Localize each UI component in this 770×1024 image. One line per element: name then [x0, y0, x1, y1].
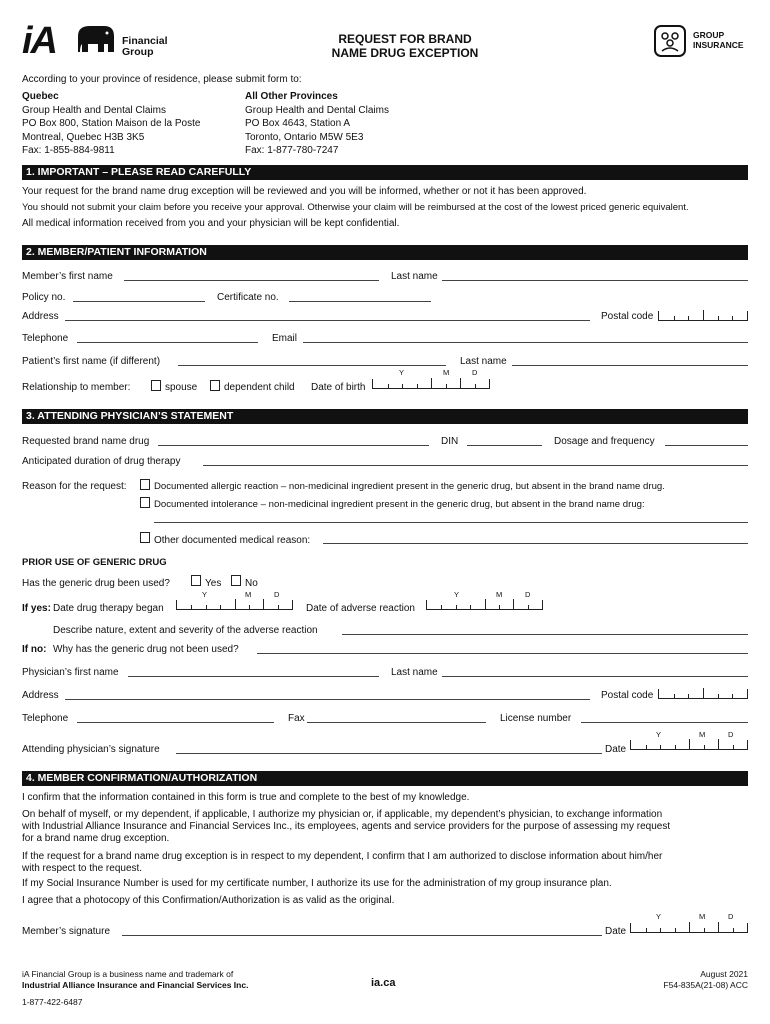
- address-label: Address: [22, 311, 59, 322]
- date-adverse-label: Date of adverse reaction: [306, 603, 415, 614]
- physician-signature-field[interactable]: [176, 745, 602, 754]
- dependent-paragraph: [22, 851, 662, 875]
- member-date-label: Date: [605, 926, 627, 937]
- submit-intro: According to your province of residence, please submit form to:: [22, 74, 302, 85]
- physician-address-field[interactable]: [65, 691, 590, 700]
- patient-last-name-label: Last name: [460, 356, 507, 367]
- quebec-address: [22, 90, 200, 158]
- spouse-label: spouse: [165, 382, 198, 393]
- address-line: PO Box 800, Station Maison de la Poste: [22, 118, 201, 129]
- footer-legal-line: Industrial Alliance Insurance and Financial Services Inc.: [22, 980, 249, 990]
- paragraph-line: with Industrial Alliance Insurance and Financial Services Inc., its employees, agents and service providers for the purpose of assessing my request: [22, 821, 671, 832]
- paragraph-line: On behalf of myself, or my dependent, if applicable, I authorize my physician or, if applicable, my dependent’s physician, to exchange information: [22, 809, 663, 820]
- physician-signature-label: Attending physician’s signature: [22, 744, 160, 755]
- date-of-birth-label: Date of birth: [311, 382, 366, 393]
- year-label: Y: [454, 590, 460, 599]
- physician-first-name-label: Physician’s first name: [22, 667, 119, 678]
- email-label: Email: [272, 333, 298, 344]
- box-divider: [732, 316, 733, 320]
- title-line: NAME DRUG EXCEPTION: [331, 46, 479, 60]
- date-of-birth-field[interactable]: [372, 379, 490, 389]
- group-insurance-label: [693, 30, 744, 50]
- address-line: Fax: 1-855-884-9811: [22, 145, 115, 156]
- footer-legal: [22, 969, 248, 991]
- physician-address-label: Address: [22, 690, 59, 701]
- postal-code-label: Postal code: [601, 311, 654, 322]
- license-label: License number: [500, 713, 572, 724]
- month-label: M: [699, 730, 706, 739]
- prior-use-heading: PRIOR USE OF GENERIC DRUG: [22, 557, 167, 568]
- info-line: You should not submit your claim before you receive your approval. Otherwise your claim will be reimbursed at the cost of the lowest priced generic equivalent.: [22, 202, 689, 213]
- brand-drug-label: Requested brand name drug: [22, 436, 150, 447]
- certificate-label: Certificate no.: [217, 292, 279, 303]
- other-reason-label: Other documented medical reason:: [154, 535, 311, 546]
- address-line: Montreal, Quebec H3B 3K5: [22, 131, 145, 143]
- authorize-paragraph: [22, 809, 670, 845]
- logo-text: [122, 36, 168, 58]
- generic-used-label: Has the generic drug been used?: [22, 578, 170, 589]
- month-label: M: [443, 368, 450, 377]
- group-label-line: INSURANCE: [693, 40, 744, 50]
- physician-postal-label: Postal code: [601, 690, 654, 701]
- box-divider: [732, 694, 733, 698]
- patient-first-name-label: Patient’s first name (if different): [22, 356, 161, 367]
- box-divider: [646, 928, 647, 932]
- box-divider: [220, 605, 221, 609]
- box-divider: [718, 694, 719, 698]
- email-field[interactable]: [303, 334, 748, 343]
- box-divider: [475, 384, 476, 388]
- patient-first-name-field[interactable]: [178, 357, 446, 366]
- box-divider: [733, 745, 734, 749]
- physician-fax-field[interactable]: [307, 714, 486, 723]
- day-label: D: [525, 590, 531, 599]
- day-label: D: [728, 730, 734, 739]
- box-divider: [688, 694, 689, 698]
- address-heading: All Other Provinces: [245, 91, 338, 102]
- relationship-label: Relationship to member:: [22, 382, 131, 393]
- address-heading: Quebec: [22, 91, 59, 102]
- last-name-field[interactable]: [442, 272, 748, 281]
- dosage-field[interactable]: [665, 437, 748, 446]
- postal-code-field[interactable]: [658, 311, 748, 321]
- box-divider: [528, 605, 529, 609]
- yes-checkbox[interactable]: [191, 575, 201, 586]
- footer-date: August 2021: [700, 969, 748, 979]
- form-title: [300, 32, 510, 60]
- sin-paragraph: If my Social Insurance Number is used for my certificate number, I authorize its use for the administration of my group insurance plan.: [22, 878, 612, 889]
- dependent-child-checkbox[interactable]: [210, 380, 220, 391]
- footer-phone: 1-877-422-6487: [22, 997, 83, 1007]
- why-not-label: Why has the generic drug not been used?: [53, 644, 239, 655]
- section-4-header: 4. MEMBER CONFIRMATION/AUTHORIZATION: [22, 771, 748, 786]
- intolerance-label: Documented intolerance – non-medicinal ingredient present in the generic drug, but absent in the brand name drug:: [154, 499, 645, 510]
- why-not-field[interactable]: [257, 645, 748, 654]
- telephone-label: Telephone: [22, 333, 69, 344]
- address-line: PO Box 4643, Station A: [245, 118, 351, 129]
- address-line: Group Health and Dental Claims: [22, 104, 166, 116]
- physician-postal-field[interactable]: [658, 689, 748, 699]
- member-signature-field[interactable]: [122, 927, 602, 936]
- month-label: M: [699, 912, 706, 921]
- logo-ia: iA: [22, 20, 56, 62]
- box-divider: [499, 605, 500, 609]
- box-divider: [446, 384, 447, 388]
- logo-text-line: Financial: [122, 35, 168, 47]
- group-insurance-icon: [654, 25, 686, 57]
- member-signature-label: Member’s signature: [22, 926, 111, 937]
- box-divider: [689, 739, 690, 749]
- license-field[interactable]: [581, 714, 748, 723]
- no-checkbox[interactable]: [231, 575, 241, 586]
- reason-label: Reason for the request:: [22, 481, 127, 492]
- physician-first-name-field[interactable]: [128, 668, 379, 677]
- policy-label: Policy no.: [22, 292, 66, 303]
- physician-fax-label: Fax: [288, 713, 305, 724]
- policy-field[interactable]: [73, 293, 205, 302]
- box-divider: [485, 599, 486, 609]
- footer-website: ia.ca: [371, 977, 396, 989]
- box-divider: [704, 745, 705, 749]
- day-label: D: [472, 368, 478, 377]
- box-divider: [674, 316, 675, 320]
- box-divider: [278, 605, 279, 609]
- box-divider: [733, 928, 734, 932]
- member-first-name-field[interactable]: [124, 272, 379, 281]
- section-3-header: 3. ATTENDING PHYSICIAN’S STATEMENT: [22, 409, 748, 424]
- box-divider: [704, 928, 705, 932]
- intolerance-field[interactable]: [154, 514, 748, 523]
- other-provinces-address: [245, 90, 389, 158]
- footer-code: F54-835A(21-08) ACC: [663, 980, 748, 990]
- member-first-name-label: Member’s first name: [22, 271, 113, 282]
- physician-telephone-field[interactable]: [77, 714, 274, 723]
- telephone-field[interactable]: [77, 334, 258, 343]
- box-divider: [688, 316, 689, 320]
- box-divider: [718, 739, 719, 749]
- physician-date-label: Date: [605, 744, 627, 755]
- address-line: Group Health and Dental Claims: [245, 104, 389, 116]
- title-line: REQUEST FOR BRAND: [338, 32, 472, 46]
- last-name-label: Last name: [391, 271, 438, 282]
- paragraph-line: for a brand name drug exception.: [22, 833, 170, 844]
- box-divider: [206, 605, 207, 609]
- if-yes-label: If yes:: [22, 603, 51, 614]
- certificate-field[interactable]: [289, 293, 431, 302]
- box-divider: [513, 599, 514, 609]
- box-divider: [417, 384, 418, 388]
- duration-label: Anticipated duration of drug therapy: [22, 456, 181, 467]
- group-label-line: GROUP: [693, 30, 725, 40]
- photocopy-paragraph: I agree that a photocopy of this Confirmation/Authorization is as valid as the original.: [22, 895, 395, 906]
- box-divider: [470, 605, 471, 609]
- din-field[interactable]: [467, 437, 542, 446]
- box-divider: [660, 745, 661, 749]
- brand-drug-field[interactable]: [158, 437, 429, 446]
- physician-telephone-label: Telephone: [22, 713, 69, 724]
- date-began-field[interactable]: [176, 600, 293, 610]
- year-label: Y: [656, 730, 662, 739]
- box-divider: [718, 316, 719, 320]
- box-divider: [460, 378, 461, 388]
- year-label: Y: [399, 368, 405, 377]
- box-divider: [675, 745, 676, 749]
- day-label: D: [274, 590, 280, 599]
- month-label: M: [496, 590, 503, 599]
- info-line: All medical information received from you and your physician will be kept confidential.: [22, 218, 400, 229]
- address-line: Toronto, Ontario M5W 5E3: [245, 131, 364, 143]
- confirm-paragraph: I confirm that the information contained in this form is true and complete to the best of my knowledge.: [22, 792, 470, 803]
- elephant-logo-icon: [74, 22, 116, 58]
- info-line: Your request for the brand name drug exception will be reviewed and you will be informed, whether or not it has been approved.: [22, 186, 587, 197]
- allergic-checkbox[interactable]: [140, 479, 150, 490]
- year-label: Y: [202, 590, 208, 599]
- footer-form-code: [630, 969, 748, 991]
- address-line: Fax: 1-877-780-7247: [245, 145, 339, 156]
- physician-last-name-field[interactable]: [442, 668, 748, 677]
- describe-field[interactable]: [342, 626, 748, 635]
- allergic-label: Documented allergic reaction – non-medicinal ingredient present in the generic drug, but absent in the brand name drug.: [154, 481, 665, 492]
- section-2-header: 2. MEMBER/PATIENT INFORMATION: [22, 245, 748, 260]
- physician-date-field[interactable]: [630, 740, 748, 750]
- box-divider: [646, 745, 647, 749]
- intolerance-checkbox[interactable]: [140, 497, 150, 508]
- paragraph-line: with respect to the request.: [22, 863, 143, 874]
- member-date-field[interactable]: [630, 923, 748, 933]
- spouse-checkbox[interactable]: [151, 380, 161, 391]
- no-label: No: [245, 578, 258, 589]
- box-divider: [703, 310, 704, 320]
- year-label: Y: [656, 912, 662, 921]
- box-divider: [235, 599, 236, 609]
- physician-last-name-label: Last name: [391, 667, 438, 678]
- paragraph-line: If the request for a brand name drug exception is in respect to my dependent, I confirm that I am authorized to disclose information about him/her: [22, 851, 663, 862]
- box-divider: [689, 922, 690, 932]
- dependent-child-label: dependent child: [224, 382, 295, 393]
- patient-last-name-field[interactable]: [512, 357, 748, 366]
- day-label: D: [728, 912, 734, 921]
- describe-label: Describe nature, extent and severity of the adverse reaction: [53, 625, 318, 636]
- other-reason-checkbox[interactable]: [140, 532, 150, 543]
- box-divider: [660, 928, 661, 932]
- box-divider: [674, 694, 675, 698]
- box-divider: [675, 928, 676, 932]
- yes-label: Yes: [205, 578, 222, 589]
- box-divider: [456, 605, 457, 609]
- box-divider: [441, 605, 442, 609]
- box-divider: [431, 378, 432, 388]
- dosage-label: Dosage and frequency: [554, 436, 655, 447]
- duration-field[interactable]: [203, 457, 748, 466]
- if-no-label: If no:: [22, 644, 47, 655]
- box-divider: [388, 384, 389, 388]
- din-label: DIN: [441, 436, 459, 447]
- box-divider: [703, 688, 704, 698]
- box-divider: [191, 605, 192, 609]
- month-label: M: [245, 590, 252, 599]
- box-divider: [402, 384, 403, 388]
- section-1-header: 1. IMPORTANT – PLEASE READ CAREFULLY: [22, 165, 748, 180]
- date-adverse-field[interactable]: [426, 600, 543, 610]
- address-field[interactable]: [65, 312, 590, 321]
- logo-text-line: Group: [122, 46, 154, 58]
- box-divider: [263, 599, 264, 609]
- box-divider: [249, 605, 250, 609]
- date-began-label: Date drug therapy began: [53, 603, 164, 614]
- footer-legal-line: iA Financial Group is a business name and trademark of: [22, 969, 234, 979]
- box-divider: [718, 922, 719, 932]
- other-reason-field[interactable]: [323, 535, 748, 544]
